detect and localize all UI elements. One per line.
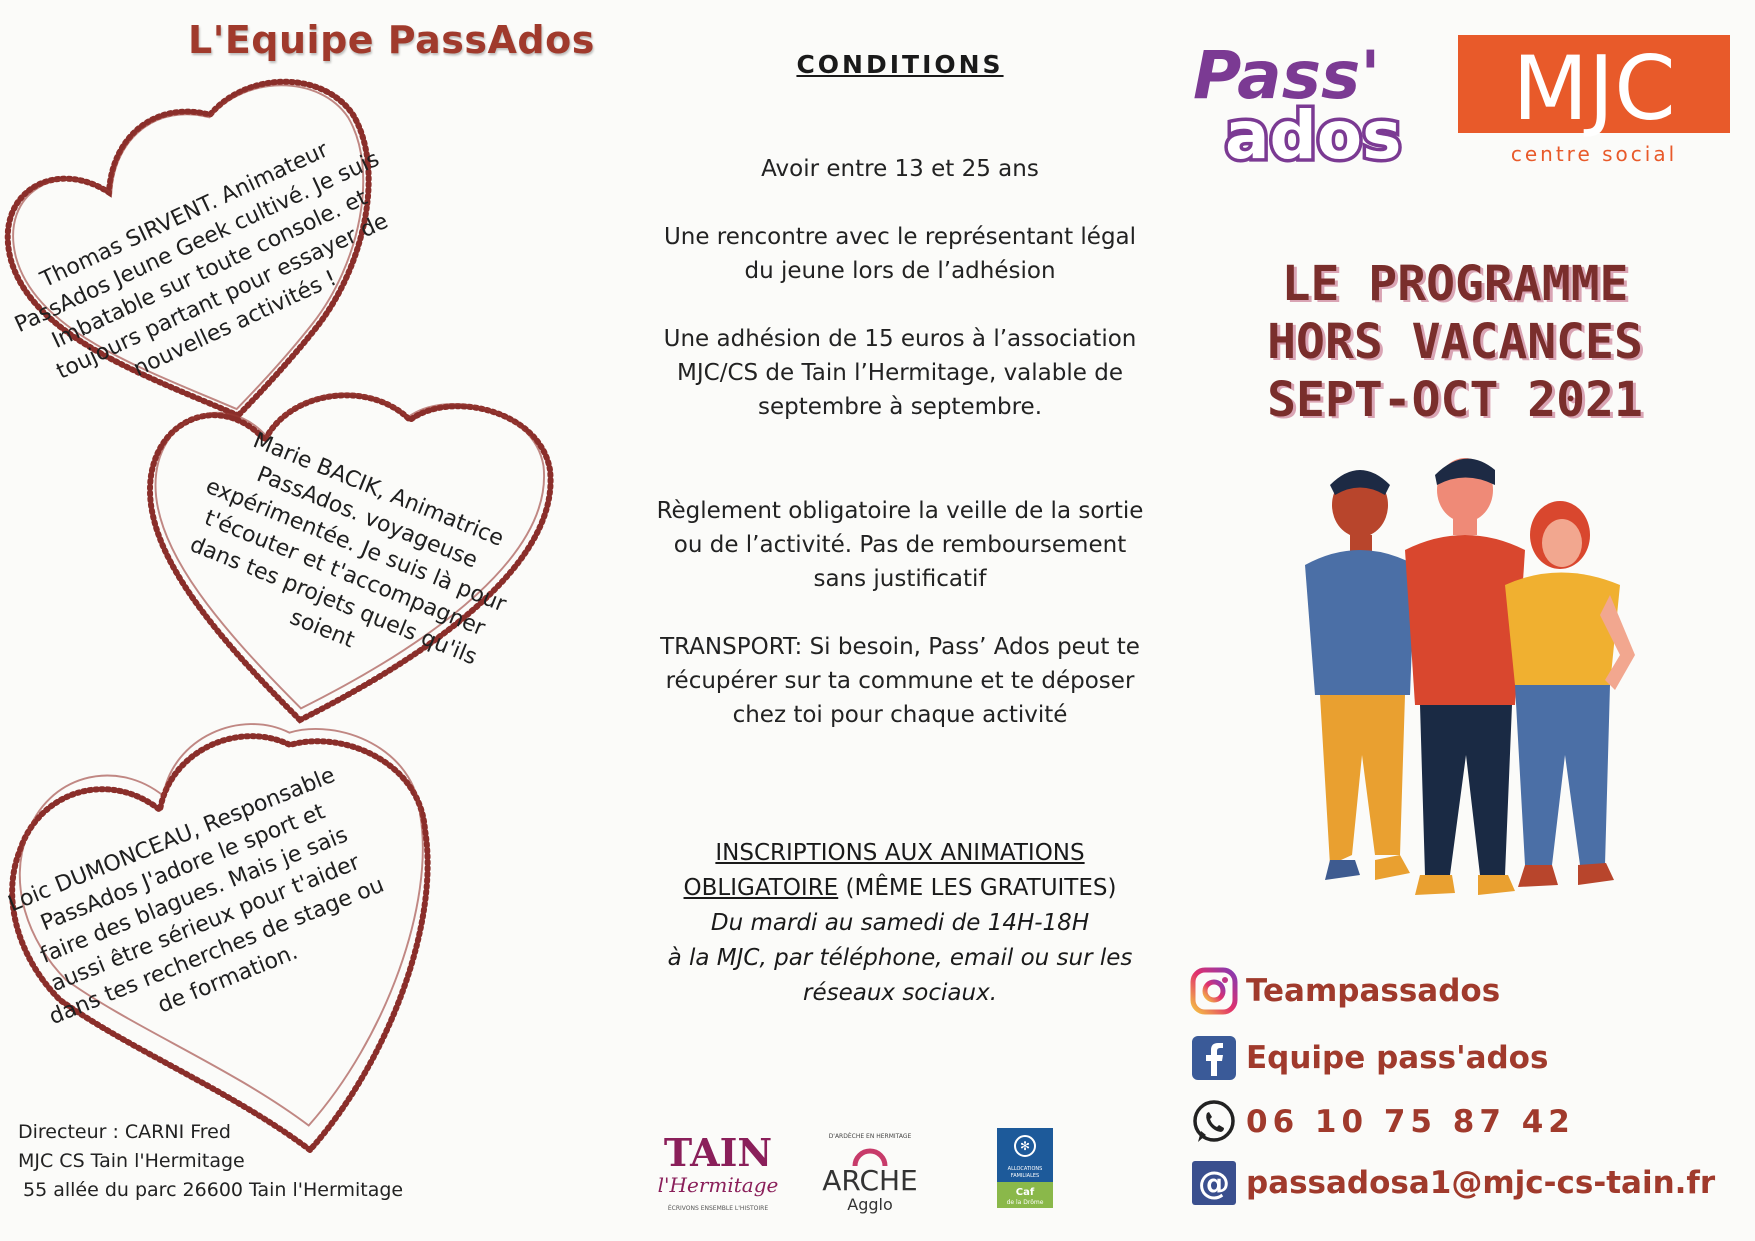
caf-logo [997, 1128, 1053, 1218]
whatsapp-icon [1190, 1098, 1238, 1146]
tain-small: l'Hermitage [657, 1173, 779, 1197]
tain-big: TAIN [663, 1130, 773, 1175]
svg-text:✻: ✻ [1019, 1139, 1031, 1153]
mjc-logo [1458, 35, 1730, 170]
caf-l4: de la Drôme [1006, 1199, 1044, 1206]
caf-l1: ALLOCATIONS [1007, 1166, 1043, 1172]
address-line: 55 allée du parc 26600 Tain l'Hermitage [23, 1179, 404, 1201]
condition-membership: Une adhésion de 15 euros à l’association MJC/CS de Tain l’Hermitage, valable de septembre à septembre. [663, 326, 1137, 420]
conditions-title-wrap [620, 50, 1180, 79]
registration-where: à la MJC, par téléphone, email ou sur les réseaux sociaux. [667, 945, 1133, 1006]
instagram-icon [1190, 967, 1238, 1015]
footer-address [18, 1118, 403, 1205]
teens-illustration [1290, 455, 1640, 955]
org-line: MJC CS Tain l'Hermitage [18, 1150, 245, 1172]
logo-mjc-sub: centre social [1510, 142, 1678, 166]
condition-payment: Règlement obligatoire la veille de la sortie ou de l’activité. Pas de remboursement sans justificatif [656, 498, 1144, 592]
registration-mandatory: OBLIGATOIRE [683, 875, 839, 901]
heart-text-loic: Loic DUMONCEAU, Responsable PassAdos J'adore le sport et faire des blagues. Mais je sais aussi être sérieux pour t'aider dans tes recherches de stage ou de formation. [4, 762, 388, 1031]
director-line: Directeur : CARNI Fred [18, 1121, 231, 1143]
person-middle [1405, 458, 1525, 895]
heart-text-thomas: Thomas SIRVENT. Animateur PassAdos Jeune Geek cultivé. Je suis Imbatable sur toute console. et toujours partant pour essayer de nouvelles activités ! [11, 137, 393, 385]
passados-logo [1185, 30, 1455, 174]
conditions-title: CONDITIONS [796, 50, 1004, 79]
email-at-icon [1190, 1159, 1238, 1207]
team-title: L'Equipe PassAdos [188, 18, 595, 62]
registration-heading: INSCRIPTIONS AUX ANIMATIONS [715, 840, 1085, 866]
facebook-contact[interactable] [1190, 1032, 1548, 1084]
program-line-1: LE PROGRAMME [1281, 256, 1629, 312]
caf-l3: Caf [1015, 1187, 1035, 1198]
program-line-3: SEPT-OCT 2021 [1267, 372, 1643, 428]
instagram-contact[interactable] [1190, 965, 1500, 1017]
email-address: passadosa1@mjc-cs-tain.fr [1246, 1165, 1716, 1201]
arche-name: ARCHE [822, 1164, 918, 1197]
program-line-2: HORS VACANCES [1267, 314, 1643, 370]
phone-number: 06 10 75 87 42 [1246, 1104, 1575, 1140]
arche-top: D'ARDÈCHE EN HERMITAGE [828, 1133, 912, 1140]
arche-agglo-logo [815, 1128, 925, 1218]
email-contact[interactable] [1190, 1157, 1715, 1209]
condition-transport: TRANSPORT: Si besoin, Pass’ Ados peut te récupérer sur ta commune et te déposer chez toi pour chaque activité [660, 634, 1140, 728]
logo-pass-word: Pass' [1193, 37, 1381, 114]
condition-meeting: Une rencontre avec le représentant légal du jeune lors de l’adhésion [663, 224, 1137, 284]
tain-tag: ÉCRIVONS ENSEMBLE L'HISTOIRE [667, 1205, 769, 1212]
caf-l2: FAMILIALES [1010, 1173, 1040, 1179]
registration-hours: Du mardi au samedi de 14H-18H [710, 910, 1090, 936]
program-title [1205, 255, 1705, 429]
facebook-icon [1190, 1034, 1238, 1082]
logo-mjc-word: MJC [1512, 37, 1676, 140]
phone-contact[interactable] [1190, 1096, 1575, 1148]
svg-text:@: @ [1198, 1164, 1230, 1202]
person-left [1305, 470, 1415, 880]
tain-logo [657, 1128, 779, 1218]
person-right [1505, 501, 1635, 887]
registration-info [620, 836, 1180, 1011]
instagram-handle: Teampassados [1246, 973, 1501, 1009]
conditions-panel [620, 0, 1180, 1241]
condition-age: Avoir entre 13 et 25 ans [761, 156, 1039, 182]
registration-free-note: (MÊME LES GRATUITES) [838, 875, 1117, 901]
heart-text-marie: Marie BACIK, Animatrice PassAdos. voyageuse expérimentée. Je suis là pour t'écouter et t'accompagner dans tes projets quels qu'ils soient [186, 428, 510, 671]
logo-ados-word: ados [1225, 97, 1402, 174]
arche-sub: Agglo [847, 1195, 893, 1214]
facebook-page: Equipe pass'ados [1246, 1040, 1549, 1076]
